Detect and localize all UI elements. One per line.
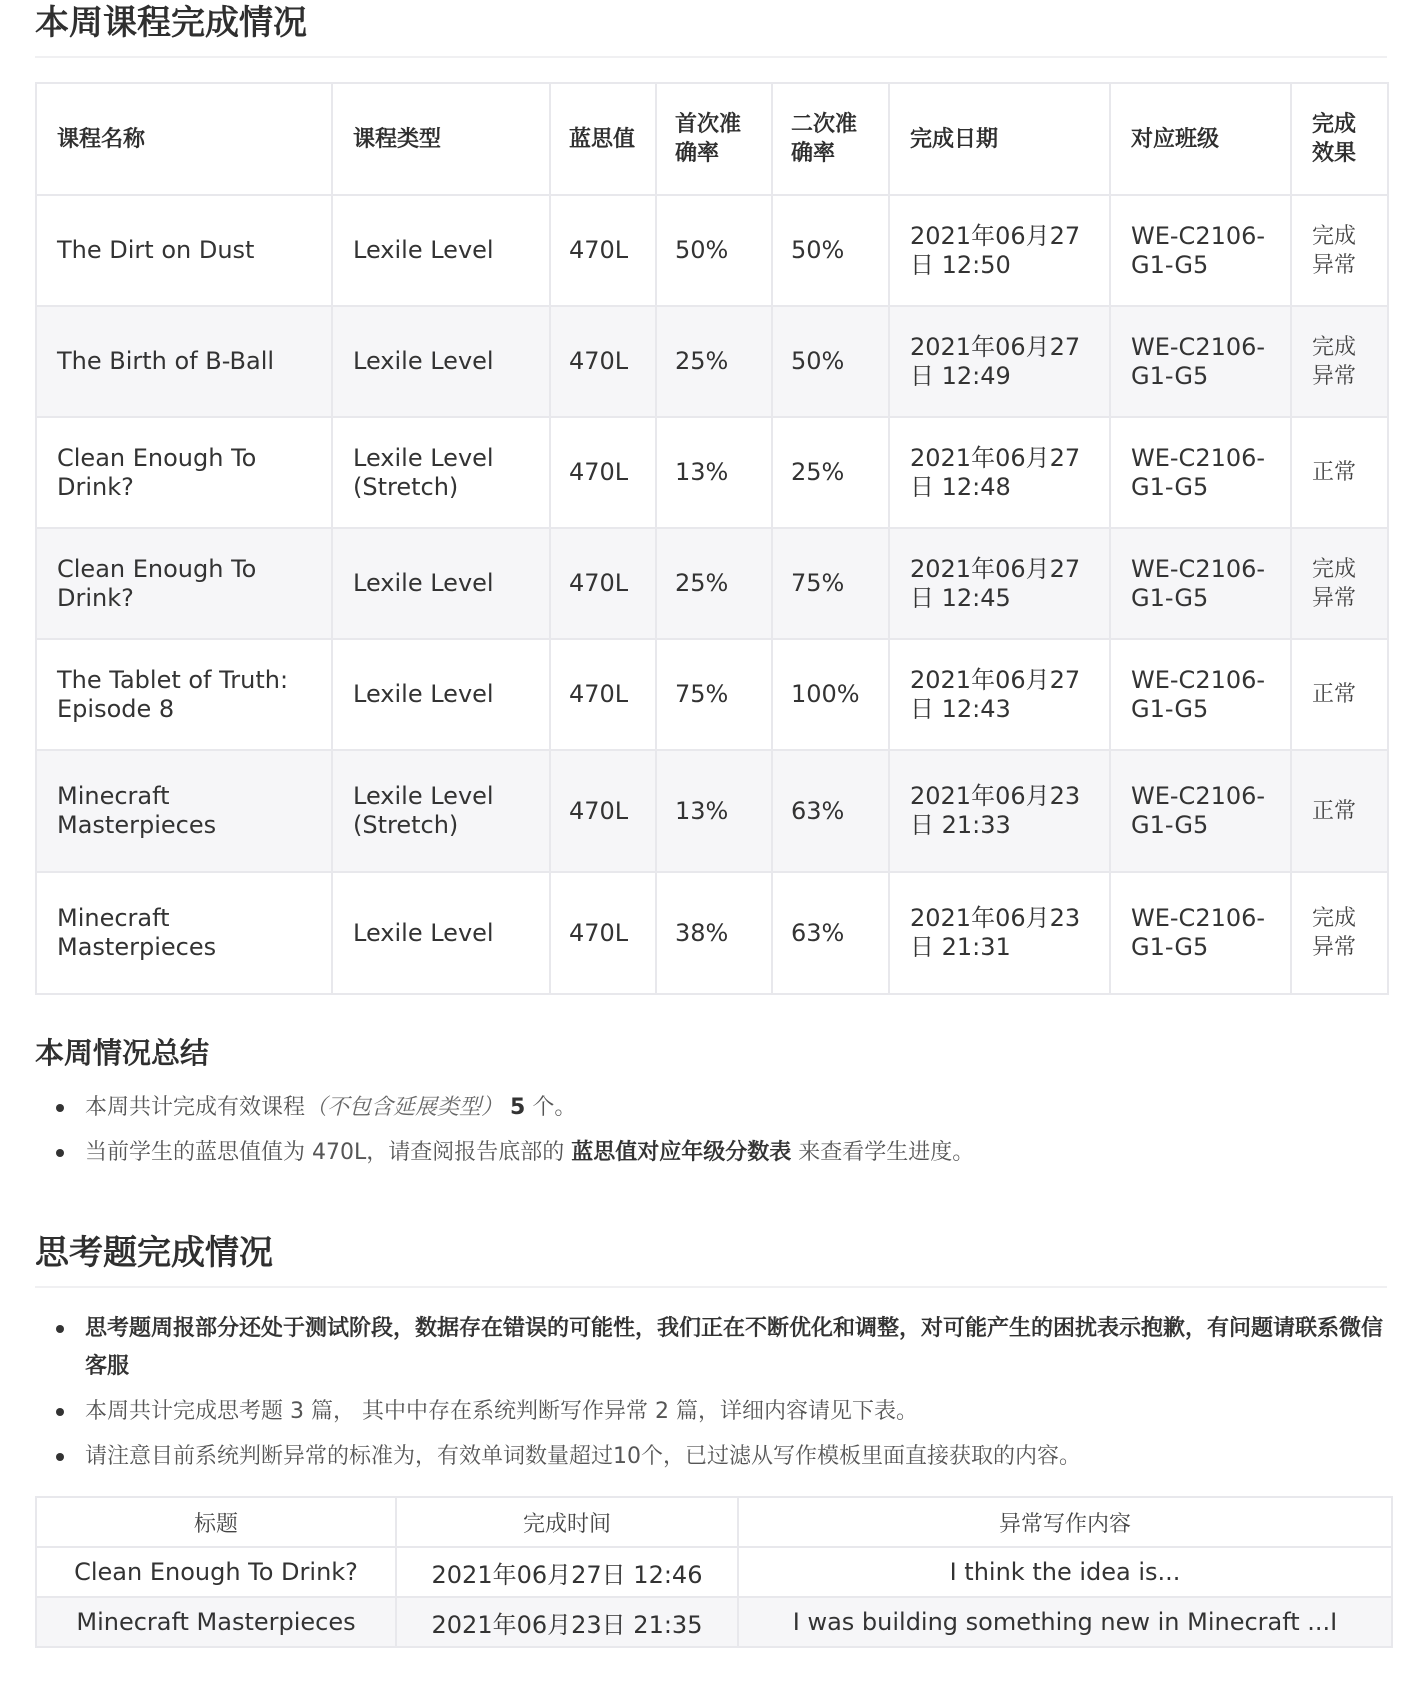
- table-row: [36, 639, 1388, 750]
- course-name: Clean Enough To Drink?: [36, 528, 332, 639]
- lexile-value: 470L: [550, 195, 656, 306]
- essay-time: 2021年06月27日 12:46: [396, 1547, 738, 1597]
- course-name: Minecraft Masterpieces: [36, 750, 332, 872]
- class-code: WE-C2106-G1-G5: [1110, 306, 1291, 417]
- class-code: WE-C2106-G1-G5: [1110, 872, 1291, 994]
- summary-item-course-count: [35, 1089, 1387, 1127]
- lexile-value: 470L: [550, 306, 656, 417]
- note-item-testing: 思考题周报部分还处于测试阶段，数据存在错误的可能性，我们正在不断优化和调整，对可能产生的困扰表示抱歉，有问题请联系微信客服: [35, 1310, 1387, 1386]
- table-row: [36, 306, 1388, 417]
- column-header-course-name: 课程名称: [36, 83, 332, 195]
- essay-content: I think the idea is...: [738, 1547, 1392, 1597]
- course-type: Lexile Level: [332, 872, 550, 994]
- lexile-value: 470L: [550, 528, 656, 639]
- summary-suffix: 来查看学生进度。: [798, 1140, 975, 1165]
- first-accuracy: 75%: [656, 639, 772, 750]
- table-row: [36, 195, 1388, 306]
- first-accuracy: 38%: [656, 872, 772, 994]
- summary-suffix: 个。: [532, 1095, 577, 1120]
- lexile-value: 470L: [550, 872, 656, 994]
- course-type: Lexile Level: [332, 306, 550, 417]
- completion-date: 2021年06月23日 21:33: [889, 750, 1110, 872]
- weekly-courses-title: 本周课程完成情况: [35, 3, 307, 43]
- essay-content: I was building something new in Minecraft ...I: [738, 1597, 1392, 1647]
- column-header-first-accuracy: 首次准确率: [656, 83, 772, 195]
- essay-title: Clean Enough To Drink?: [36, 1547, 396, 1597]
- summary-text: 当前学生的蓝思值值为 470L，请查阅报告底部的: [85, 1140, 565, 1165]
- weekly-summary-list: [35, 1089, 1387, 1172]
- completion-result: 正常: [1291, 639, 1388, 750]
- course-name: The Dirt on Dust: [36, 195, 332, 306]
- column-header-lexile: 蓝思值: [550, 83, 656, 195]
- course-type: Lexile Level: [332, 528, 550, 639]
- completion-date: 2021年06月27日 12:49: [889, 306, 1110, 417]
- first-accuracy: 25%: [656, 528, 772, 639]
- second-accuracy: 50%: [772, 195, 889, 306]
- course-count: 5: [510, 1095, 526, 1120]
- table-header-row: [36, 83, 1388, 195]
- table-row: [36, 750, 1388, 872]
- lexile-value: 470L: [550, 639, 656, 750]
- second-accuracy: 75%: [772, 528, 889, 639]
- course-completion-table: [35, 82, 1389, 995]
- second-accuracy: 100%: [772, 639, 889, 750]
- lexile-value: 470L: [550, 417, 656, 528]
- second-accuracy: 50%: [772, 306, 889, 417]
- completion-result: 完成异常: [1291, 872, 1388, 994]
- course-type: Lexile Level: [332, 195, 550, 306]
- second-accuracy: 63%: [772, 750, 889, 872]
- note-item-count: 本周共计完成思考题 3 篇， 其中中存在系统判断写作异常 2 篇，详细内容请见下表。: [35, 1393, 1387, 1431]
- completion-result: 正常: [1291, 417, 1388, 528]
- completion-date: 2021年06月27日 12:48: [889, 417, 1110, 528]
- weekly-summary-title: 本周情况总结: [35, 1036, 210, 1070]
- title-divider: [35, 56, 1387, 58]
- table-header-row: [36, 1497, 1392, 1547]
- first-accuracy: 50%: [656, 195, 772, 306]
- column-header-completion-time: 完成时间: [396, 1497, 738, 1547]
- thinking-questions-notes: [35, 1310, 1387, 1476]
- writing-anomaly-table: [35, 1496, 1393, 1648]
- course-name: The Tablet of Truth: Episode 8: [36, 639, 332, 750]
- completion-date: 2021年06月27日 12:43: [889, 639, 1110, 750]
- column-header-course-type: 课程类型: [332, 83, 550, 195]
- course-name: Minecraft Masterpieces: [36, 872, 332, 994]
- summary-item-lexile: [35, 1134, 1387, 1172]
- essay-title: Minecraft Masterpieces: [36, 1597, 396, 1647]
- course-name: Clean Enough To Drink?: [36, 417, 332, 528]
- class-code: WE-C2106-G1-G5: [1110, 417, 1291, 528]
- table-row: [36, 1597, 1392, 1647]
- completion-result: 完成异常: [1291, 195, 1388, 306]
- first-accuracy: 25%: [656, 306, 772, 417]
- second-accuracy: 63%: [772, 872, 889, 994]
- column-header-result: 完成效果: [1291, 83, 1388, 195]
- summary-text: 本周共计完成有效课程: [85, 1095, 306, 1120]
- note-item-criteria: 请注意目前系统判断异常的标准为，有效单词数量超过10个，已过滤从写作模板里面直接获取的内容。: [35, 1438, 1387, 1476]
- completion-result: 正常: [1291, 750, 1388, 872]
- second-accuracy: 25%: [772, 417, 889, 528]
- table-row: [36, 528, 1388, 639]
- completion-date: 2021年06月23日 21:31: [889, 872, 1110, 994]
- lexile-grade-table-reference: 蓝思值对应年级分数表: [571, 1140, 792, 1165]
- column-header-second-accuracy: 二次准确率: [772, 83, 889, 195]
- first-accuracy: 13%: [656, 417, 772, 528]
- summary-note: （不包含延展类型）: [305, 1095, 504, 1120]
- column-header-anomaly-content: 异常写作内容: [738, 1497, 1392, 1547]
- table-row: [36, 1547, 1392, 1597]
- completion-result: 完成异常: [1291, 528, 1388, 639]
- lexile-value: 470L: [550, 750, 656, 872]
- essay-time: 2021年06月23日 21:35: [396, 1597, 738, 1647]
- table-row: [36, 872, 1388, 994]
- title-divider: [35, 1286, 1387, 1288]
- thinking-questions-title: 思考题完成情况: [35, 1233, 273, 1273]
- course-type: Lexile Level (Stretch): [332, 417, 550, 528]
- completion-date: 2021年06月27日 12:45: [889, 528, 1110, 639]
- table-row: [36, 417, 1388, 528]
- class-code: WE-C2106-G1-G5: [1110, 750, 1291, 872]
- first-accuracy: 13%: [656, 750, 772, 872]
- completion-result: 完成异常: [1291, 306, 1388, 417]
- column-header-class: 对应班级: [1110, 83, 1291, 195]
- course-type: Lexile Level: [332, 639, 550, 750]
- class-code: WE-C2106-G1-G5: [1110, 195, 1291, 306]
- column-header-completion-date: 完成日期: [889, 83, 1110, 195]
- course-name: The Birth of B-Ball: [36, 306, 332, 417]
- completion-date: 2021年06月27日 12:50: [889, 195, 1110, 306]
- column-header-title: 标题: [36, 1497, 396, 1547]
- class-code: WE-C2106-G1-G5: [1110, 528, 1291, 639]
- course-type: Lexile Level (Stretch): [332, 750, 550, 872]
- report-page: [35, 0, 1387, 1648]
- class-code: WE-C2106-G1-G5: [1110, 639, 1291, 750]
